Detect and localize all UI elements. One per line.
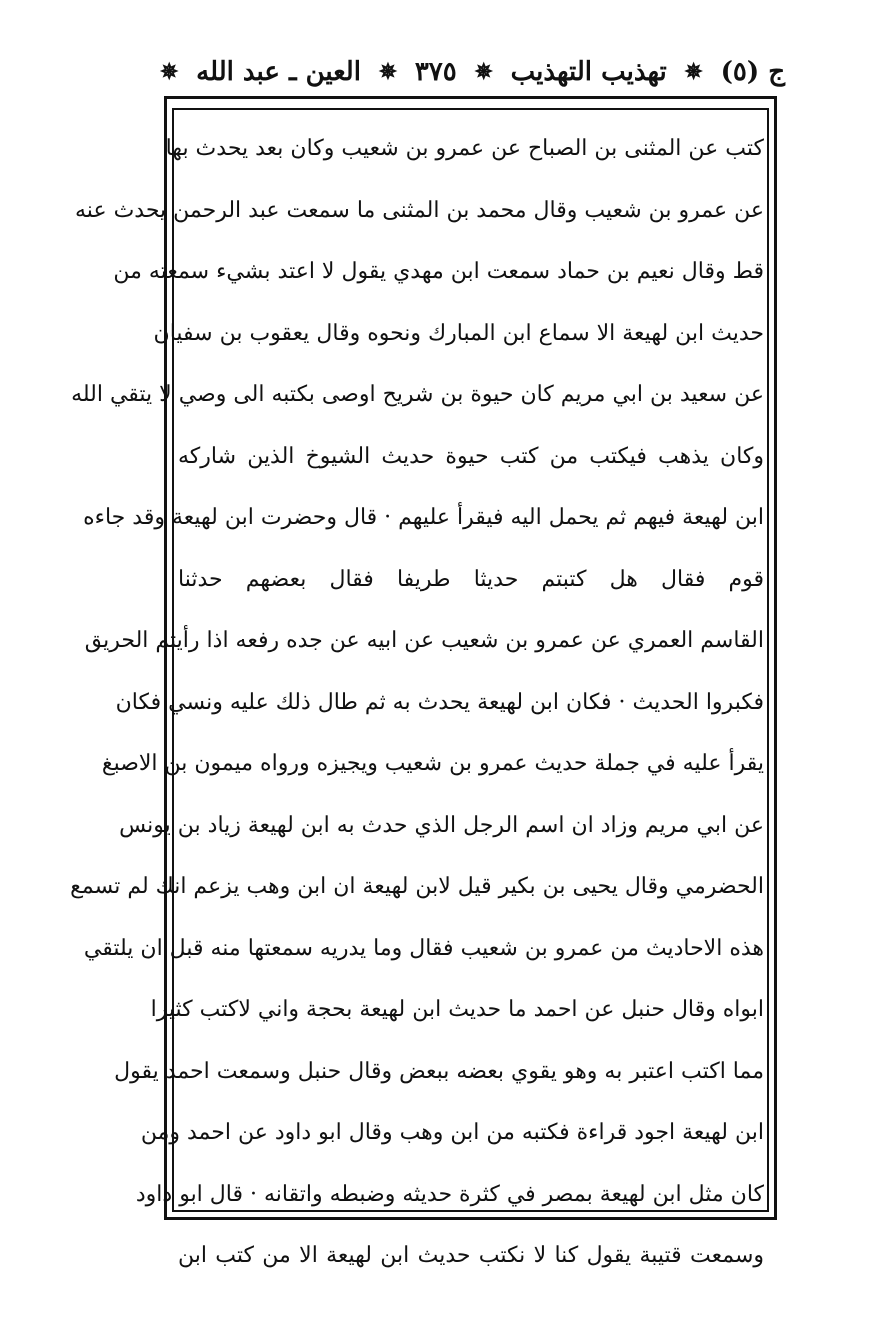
text-line: يقرأ عليه في جملة حديث عمرو بن شعيب ويجيزه ورواه ميمون بن الاصبغ — [101, 751, 764, 776]
page-number: ٣٧٥ — [414, 57, 457, 87]
text-line: عن سعيد بن ابي مريم كان حيوة بن شريح اوصى بكتبه الى وصي لا يتقي الله — [71, 382, 764, 407]
running-header — [160, 52, 785, 92]
text-line: ابن لهيعة فيهم ثم يحمل اليه فيقرأ عليهم · قال وحضرت ابن لهيعة وقد جاءه — [83, 505, 764, 530]
text-line: القاسم العمري عن عمرو بن شعيب عن ابيه عن جده رفعه اذا رأيتم الحريق — [84, 628, 764, 653]
text-line: قط وقال نعيم بن حماد سمعت ابن مهدي يقول لا اعتد بشيء سمعته من — [113, 259, 764, 284]
text-line: كتب عن المثنى بن الصباح عن عمرو بن شعيب وكان بعد يحدث بها — [165, 136, 764, 161]
text-line: حديث ابن لهيعة الا سماع ابن المبارك ونحوه وقال يعقوب بن سفيان — [153, 320, 764, 346]
text-line: قوم فقال هل كتبتم حديثا طريفا فقال بعضهم حدثنا — [178, 566, 764, 592]
text-line: ابن لهيعة اجود قراءة فكتبه من ابن وهب وقال ابو داود عن احمد ومن — [140, 1120, 764, 1145]
body-text — [70, 118, 764, 1268]
text-line: عن عمرو بن شعيب وقال محمد بن المثنى ما سمعت عبد الرحمن يحدث عنه — [75, 197, 764, 223]
ornament-icon: ✵ — [160, 59, 179, 85]
text-line: وكان يذهب فيكتب من كتب حيوة حديث الشيوخ الذين شاركه — [178, 443, 764, 469]
text-line: كان مثل ابن لهيعة بمصر في كثرة حديثه وضبطه واتقانه · قال ابو داود — [135, 1181, 764, 1207]
text-line: ابواه وقال حنبل عن احمد ما حديث ابن لهيعة بحجة واني لاكتب كثيرا — [150, 997, 764, 1022]
ornament-icon: ✵ — [378, 59, 398, 85]
text-line: الحضرمي وقال يحيى بن بكير قيل لابن لهيعة ان ابن وهب يزعم انك لم تسمع — [70, 874, 764, 899]
volume-label: ج (٥) — [720, 57, 785, 87]
text-line: مما اكتب اعتبر به وهو يقوي بعضه ببعض وقال حنبل وسمعت احمد يقول — [114, 1058, 764, 1084]
text-line: فكبروا الحديث · فكان ابن لهيعة يحدث به ثم طال ذلك عليه ونسي فكان — [115, 689, 764, 715]
ornament-icon: ✵ — [684, 59, 703, 85]
ornament-icon: ✵ — [474, 59, 493, 85]
text-line: هذه الاحاديث من عمرو بن شعيب فقال وما يدريه سمعتها منه قبل ان يلتقي — [83, 935, 764, 961]
text-line: عن ابي مريم وزاد ان اسم الرجل الذي حدث به ابن لهيعة زياد بن يونس — [119, 812, 764, 838]
section-heading: العين ـ عبد الله — [196, 57, 361, 87]
text-line: وسمعت قتيبة يقول كنا لا نكتب حديث ابن لهيعة الا من كتب ابن — [178, 1243, 764, 1268]
book-title: تهذيب التهذيب — [510, 57, 667, 87]
